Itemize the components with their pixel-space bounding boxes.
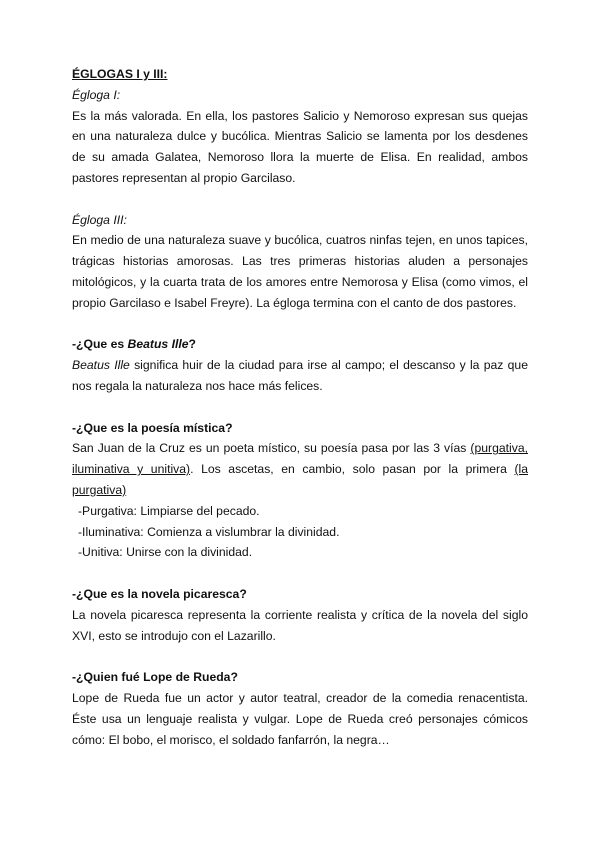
poesia-mistica-paragraph bbox=[72, 438, 528, 500]
list-item-purgativa: -Purgativa: Limpiarse del pecado. bbox=[78, 503, 260, 518]
novela-picaresca-paragraph: La novela picaresca representa la corriente realista y crítica de la novela del siglo XVI, esto se introdujo con el Lazarillo. bbox=[72, 607, 528, 643]
beatus-text: significa huir de la ciudad para irse al campo; el descanso y la paz que nos regala la naturaleza nos hace más felices. bbox=[72, 358, 528, 393]
beatus-heading-suffix: ? bbox=[188, 337, 196, 352]
beatus-ille-paragraph bbox=[72, 355, 528, 397]
poesia-mistica-heading: -¿Que es la poesía mística? bbox=[72, 420, 233, 435]
egloga-3-paragraph: En medio de una naturaleza suave y bucólica, cuatros ninfas tejen, en unos tapices, trágicas historias amorosas. Las tres primeras historias aluden a personajes mitológicos, y la cuarta trata de los amores entre Nemorosa y Elisa (como vimos, el propio Garcilaso e Isabel Freyre). La égloga termina con el canto de dos pastores. bbox=[72, 233, 528, 310]
mistica-vias-underlined: (purgativa, iluminativa y unitiva) bbox=[72, 441, 528, 477]
beatus-ille-heading bbox=[72, 334, 528, 355]
egloga-1-paragraph: Es la más valorada. En ella, los pastores Salicio y Nemoroso expresan sus quejas en una naturaleza dulce y bucólica. Mientras Salicio se lamenta por los desdenes de su amada Galatea, Nemoroso llora la muerte de Elisa. En realidad, ambos pastores representan al propio Garcilaso. bbox=[72, 108, 528, 185]
list-item-iluminativa: -Iluminativa: Comienza a vislumbrar la divinidad. bbox=[78, 524, 340, 539]
egloga-1-heading: Égloga I: bbox=[72, 87, 121, 102]
beatus-heading-prefix: -¿Que es bbox=[72, 337, 128, 352]
mistica-text-b: . Los ascetas, en cambio, solo pasan por la primera bbox=[190, 462, 515, 477]
egloga-3-heading: Égloga III: bbox=[72, 212, 127, 227]
list-item-unitiva: -Unitiva: Unirse con la divinidad. bbox=[78, 545, 253, 560]
spacer bbox=[72, 646, 528, 667]
lope-de-rueda-heading: -¿Quien fué Lope de Rueda? bbox=[72, 670, 238, 685]
spacer bbox=[72, 189, 528, 210]
novela-picaresca-heading: -¿Que es la novela picaresca? bbox=[72, 586, 247, 601]
document-title: ÉGLOGAS I y III: bbox=[72, 67, 168, 81]
spacer bbox=[72, 397, 528, 418]
spacer bbox=[72, 314, 528, 335]
mistica-purgativa-underlined: (la purgativa) bbox=[72, 462, 528, 497]
mistica-text-a: San Juan de la Cruz es un poeta místico, su poesía pasa por las 3 vías bbox=[72, 441, 471, 456]
spacer bbox=[72, 563, 528, 584]
beatus-heading-term: Beatus Ille bbox=[127, 337, 189, 352]
lope-de-rueda-paragraph: Lope de Rueda fue un actor y autor teatral, creador de la comedia renacentista. Éste usa un lenguaje realista y vulgar. Lope de Rueda creó personajes cómicos cómo: El bobo, el morisco, el soldado fanfarrón, la negra… bbox=[72, 690, 528, 747]
beatus-term: Beatus Ille bbox=[72, 358, 130, 373]
document-page bbox=[72, 64, 528, 750]
